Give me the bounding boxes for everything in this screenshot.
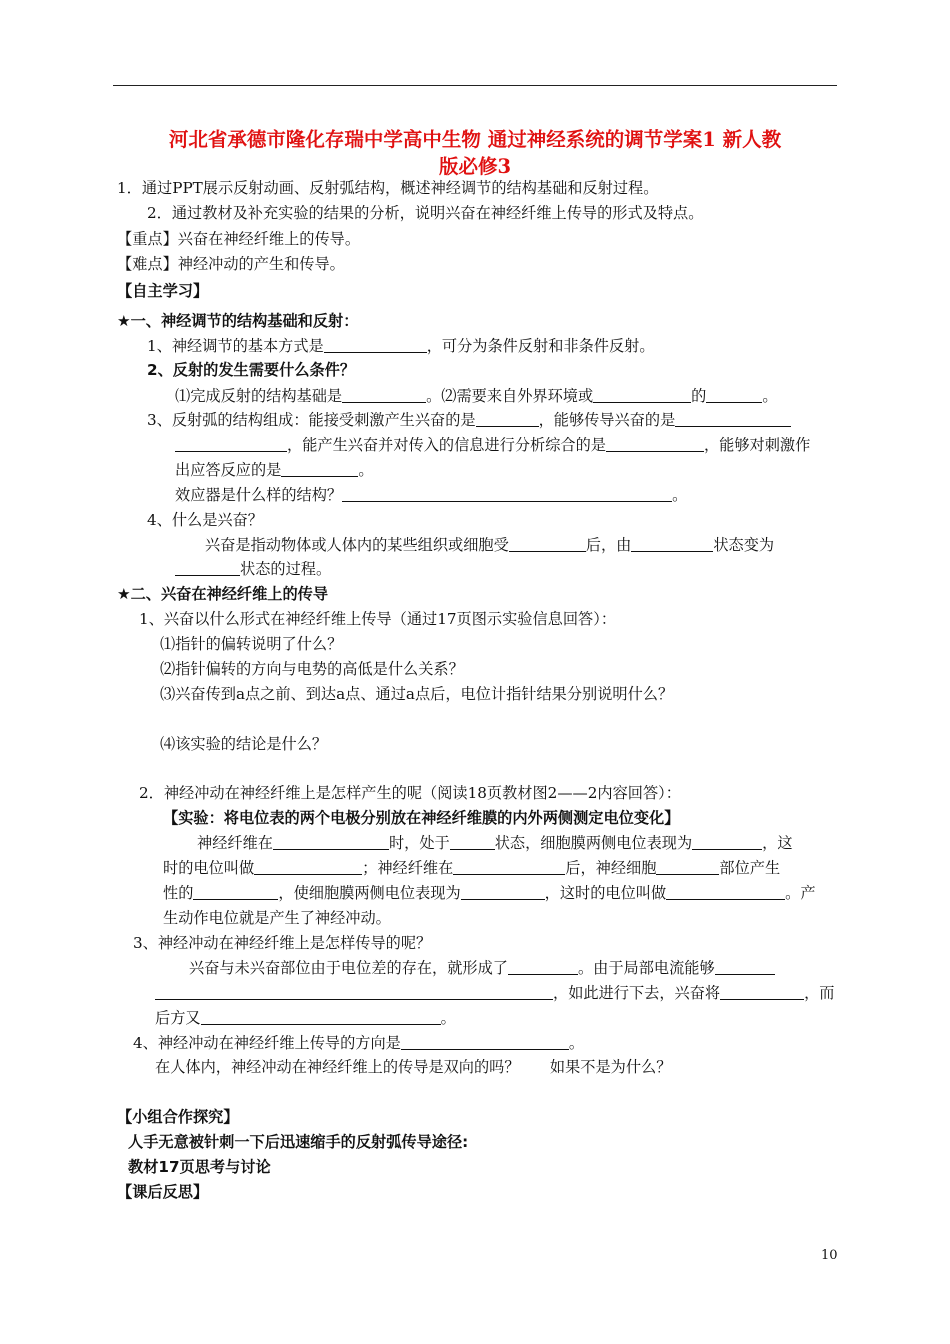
blank[interactable] (453, 858, 565, 875)
objective-2: 2．通过教材及补充实验的结果的分析，说明兴奋在神经纤维上传导的形式及特点。 (147, 204, 704, 222)
blank[interactable] (342, 485, 672, 502)
header-rule (113, 85, 837, 86)
s1-question3-line4: 效应器是什么样的结构？ 。 (175, 486, 688, 504)
s2-experiment-line4: 生动作电位就是产生了神经冲动。 (163, 909, 391, 927)
s1-question3: 3、反射弧的结构组成：能接受刺激产生兴奋的是 ，能够传导兴奋的是 (147, 410, 791, 430)
blank[interactable] (324, 336, 427, 353)
document-title-line1: 河北省承德市隆化存瑞中学高中生物 通过神经系统的调节学案1 新人教 (168, 128, 782, 151)
self-study-heading: 【自主学习】 (117, 282, 209, 300)
key-point: 【重点】兴奋在神经纤维上的传导。 (117, 230, 360, 248)
blank[interactable] (631, 535, 713, 552)
blank[interactable] (476, 410, 539, 427)
group-item-textbook: 教材17页思考与讨论 (128, 1158, 271, 1176)
blank[interactable] (450, 833, 495, 850)
s2-question1-2: ⑵指针偏转的方向与电势的高低是什么关系？ (160, 660, 464, 678)
blank[interactable] (606, 435, 704, 452)
blank[interactable] (273, 833, 389, 850)
s1-question3-line3: 出应答反应的是 。 (175, 461, 374, 479)
section2-heading: ★二、兴奋在神经纤维上的传导 (117, 585, 329, 603)
s2-question1-4: ⑷该实验的结论是什么？ (160, 735, 328, 753)
blank[interactable] (715, 958, 775, 975)
blank[interactable] (656, 858, 719, 875)
s2-question3: 3、神经冲动在神经纤维上是怎样传导的呢？ (133, 934, 432, 952)
group-item-reflex-arc: 人手无意被针刺一下后迅速缩手的反射弧传导途径: (128, 1133, 469, 1151)
s1-question4: 4、什么是兴奋？ (147, 511, 263, 529)
blank[interactable] (706, 386, 762, 403)
s2-question2: 2．神经冲动在神经纤维上是怎样产生的呢（阅读18页教材图2——2内容回答）： (139, 784, 681, 802)
page-number: 10 (821, 1248, 838, 1263)
blank[interactable] (675, 410, 791, 427)
s2-question1-1: ⑴指针的偏转说明了什么？ (160, 635, 343, 653)
blank[interactable] (175, 559, 240, 576)
s2-question3-line1: 兴奋与未兴奋部位由于电位差的存在，就形成了 。由于局部电流能够 (189, 958, 775, 978)
blank[interactable] (193, 883, 278, 900)
section1-heading: ★一、神经调节的结构基础和反射： (117, 312, 359, 330)
document-title-line2: 版必修3 (438, 155, 512, 178)
s2-experiment-line3: 性的 ，使细胞膜两侧电位表现为 ，这时的电位叫做 。产 (163, 884, 816, 902)
s1-question1: 1、神经调节的基本方式是 ，可分为条件反射和非条件反射。 (147, 337, 655, 355)
blank[interactable] (281, 460, 358, 477)
s2-experiment-heading: 【实验：将电位表的两个电极分别放在神经纤维膜的内外两侧测定电位变化】 (163, 809, 680, 827)
s2-question3-line3: 后方又 。 (155, 1009, 456, 1027)
blank[interactable] (508, 958, 578, 975)
blank[interactable] (342, 386, 426, 403)
blank[interactable] (461, 883, 545, 900)
reflection-heading: 【课后反思】 (117, 1183, 209, 1201)
blank[interactable] (175, 435, 287, 452)
s2-experiment-line2: 时的电位叫做 ；神经纤维在 后，神经细胞 部位产生 (163, 859, 781, 877)
difficult-point: 【难点】神经冲动的产生和传导。 (117, 255, 345, 273)
blank[interactable] (593, 386, 691, 403)
blank[interactable] (401, 1033, 569, 1050)
blank[interactable] (201, 1008, 441, 1025)
blank[interactable] (155, 983, 553, 1000)
s1-question4-line1: 兴奋是指动物体或人体内的某些组织或细胞受 后，由 状态变为 (205, 536, 775, 554)
objective-1: 1．通过PPT展示反射动画、反射弧结构，概述神经调节的结构基础和反射过程。 (117, 179, 659, 197)
blank[interactable] (692, 833, 762, 850)
s1-question3-line2: ，能产生兴奋并对传入的信息进行分析综合的是 ，能够对刺激作 (175, 435, 810, 455)
blank[interactable] (254, 858, 362, 875)
blank[interactable] (666, 883, 785, 900)
s2-question4: 4、神经冲动在神经纤维上传导的方向是 。 (133, 1034, 585, 1052)
group-study-heading: 【小组合作探究】 (117, 1108, 239, 1126)
s1-question2: 2、反射的发生需要什么条件？ (147, 361, 356, 379)
blank[interactable] (720, 983, 804, 1000)
s2-question4-line2: 在人体内，神经冲动在神经纤维上的传导是双向的吗？ 如果不是为什么？ (155, 1058, 672, 1076)
s1-question2-1: ⑴完成反射的结构基础是 。⑵需要来自外界环境或 的 。 (175, 387, 778, 405)
s2-question3-line2: ，如此进行下去，兴奋将 ，而 (155, 983, 834, 1003)
blank[interactable] (509, 535, 586, 552)
s1-question4-line2: 状态的过程。 (175, 559, 331, 579)
s2-question1: 1、兴奋以什么形式在神经纤维上传导（通过17页图示实验信息回答）： (139, 610, 617, 628)
s2-experiment-line1: 神经纤维在 时，处于 状态，细胞膜两侧电位表现为 ，这 (197, 834, 793, 852)
s2-question1-3: ⑶兴奋传到a点之前、到达a点、通过a点后，电位计指针结果分别说明什么？ (160, 685, 674, 703)
